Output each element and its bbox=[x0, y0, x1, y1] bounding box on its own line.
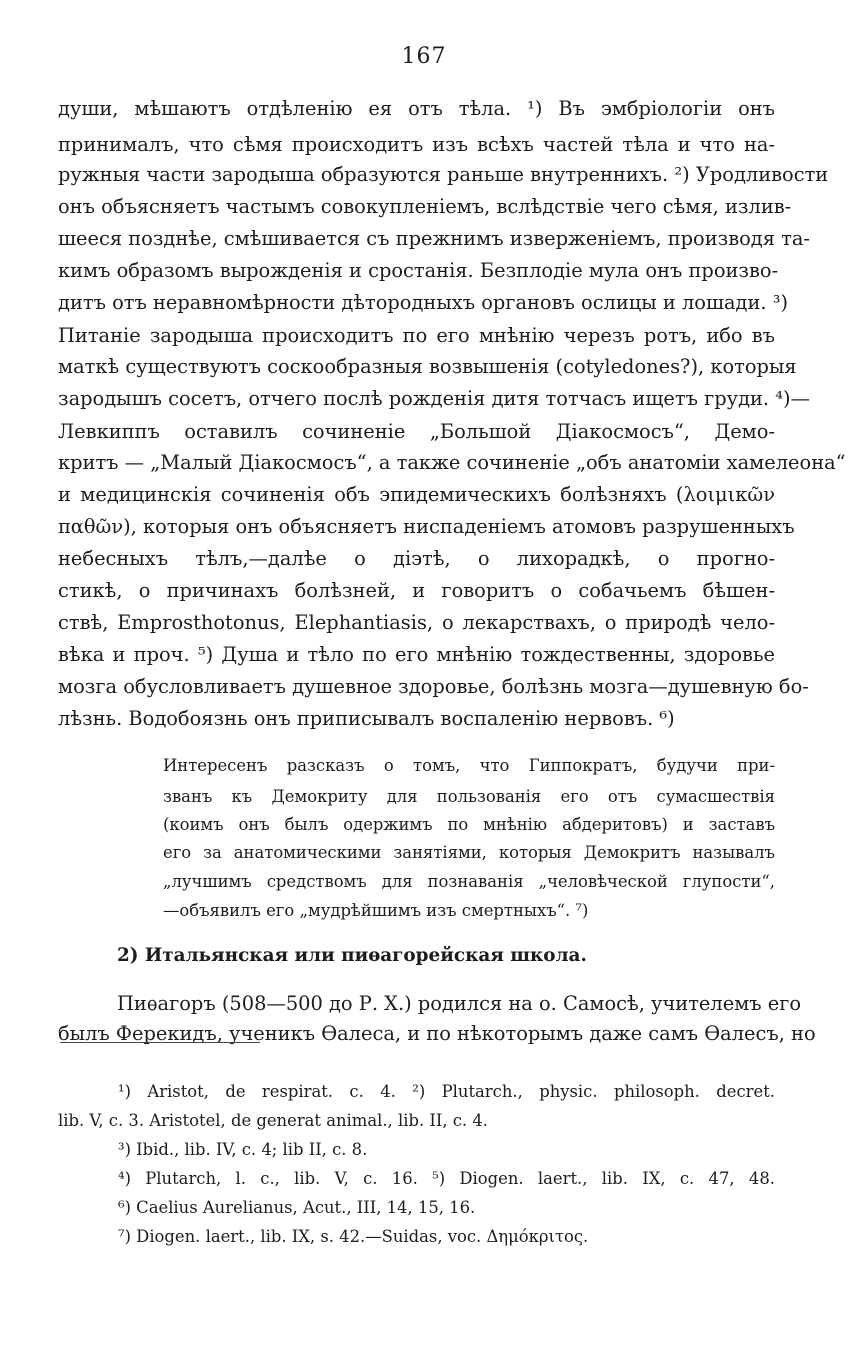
footnote-line: ⁶) Caelius Aurelianus, Acut., III, 14, 15, 16. bbox=[118, 1198, 476, 1217]
footnote-line: ¹) Aristot, de respirat. c. 4. ²) Plutarch., physic. philosoph. decret. bbox=[118, 1082, 775, 1101]
body-line: вѣка и проч. ⁵) Душа и тѣло по его мнѣнію тождественны, здоровье bbox=[58, 643, 775, 666]
body-line: παθῶν), которыя онъ объясняетъ ниспаденіемъ атомовъ разрушенныхъ bbox=[58, 515, 795, 538]
body-line: былъ Ферекидъ, ученикъ Ѳалеса, и по нѣкоторымъ даже самъ Ѳалесъ, но bbox=[58, 1022, 816, 1045]
section-heading: 2) Итальянская или пиѳагорейская школа. bbox=[117, 945, 587, 966]
body-line: зародышъ сосетъ, отчего послѣ рожденія дитя тотчасъ ищетъ груди. ⁴)— bbox=[58, 387, 810, 410]
body-line: кимъ образомъ вырожденія и сростанія. Безплодіе мула онъ произво- bbox=[58, 259, 779, 282]
body-line: ствѣ, Emprosthotonus, Elephantiasis, о лекарствахъ, о природѣ чело- bbox=[58, 611, 775, 634]
body-line: мозга обусловливаетъ душевное здоровье, болѣзнь мозга—душевную бо- bbox=[58, 675, 809, 698]
body-line: души, мѣшаютъ отдѣленію ея отъ тѣла. ¹) Въ эмбріологіи онъ bbox=[58, 97, 775, 120]
footnote-rule bbox=[60, 1042, 260, 1043]
note-line: „лучшимъ средствомъ для познаванія „человѣческой глупости“, bbox=[163, 872, 775, 891]
page-number: 167 bbox=[401, 44, 447, 69]
note-line: его за анатомическими занятіями, которыя Демокритъ называлъ bbox=[163, 843, 775, 862]
note-line: —объявилъ его „мудрѣйшимъ изъ смертныхъ“. ⁷) bbox=[163, 901, 589, 920]
body-line: ружныя части зародыша образуются раньше внутреннихъ. ²) Уродливости bbox=[58, 163, 829, 186]
footnote-line: ³) Ibid., lib. IV, c. 4; lib II, c. 8. bbox=[118, 1140, 368, 1159]
footnote-line: ⁴) Plutarch, l. c., lib. V, c. 16. ⁵) Diogen. laert., lib. IX, c. 47, 48. bbox=[118, 1169, 775, 1188]
body-line: принималъ, что сѣмя происходитъ изъ всѣхъ частей тѣла и что на- bbox=[58, 133, 775, 156]
note-line: званъ къ Демокриту для пользованія его отъ сумасшествія bbox=[163, 787, 775, 806]
body-line: онъ объясняетъ частымъ совокупленіемъ, вслѣдствіе чего сѣмя, излив- bbox=[58, 195, 792, 218]
body-line: критъ — „Малый Діакосмосъ“, а также сочиненіе „объ анатоміи хамелеона“ bbox=[58, 451, 846, 474]
body-line: Питаніе зародыша происходитъ по его мнѣнію черезъ ротъ, ибо въ bbox=[58, 324, 775, 347]
body-line: лѣзнь. Водобоязнь онъ приписывалъ воспаленію нервовъ. ⁶) bbox=[58, 707, 675, 730]
footnote-line: lib. V, c. 3. Aristotel, de generat animal., lib. II, c. 4. bbox=[58, 1111, 488, 1130]
body-line: Левкиппъ оставилъ сочиненіе „Большой Діакосмосъ“, Демо- bbox=[58, 420, 775, 443]
note-line: (коимъ онъ былъ одержимъ по мнѣнію абдеритовъ) и заставъ bbox=[163, 815, 775, 834]
body-line: Пиѳагоръ (508—500 до Р. Х.) родился на о. Самосѣ, учителемъ его bbox=[117, 992, 802, 1015]
body-line: шееся позднѣе, смѣшивается съ прежнимъ изверженіемъ, производя та- bbox=[58, 227, 810, 250]
body-line: небесныхъ тѣлъ,—далѣе о діэтѣ, о лихорадкѣ, о прогно- bbox=[58, 547, 775, 570]
note-line: Интересенъ разсказъ о томъ, что Гиппократъ, будучи при- bbox=[163, 756, 775, 775]
footnote-line: ⁷) Diogen. laert., lib. IX, s. 42.—Suidas, voc. Δημόκριτος. bbox=[118, 1227, 589, 1246]
body-line: и медицинскія сочиненія объ эпидемическихъ болѣзняхъ (λοιμικῶν bbox=[58, 483, 775, 506]
body-line: стикѣ, о причинахъ болѣзней, и говоритъ о собачьемъ бѣшен- bbox=[58, 579, 775, 602]
body-line: дитъ отъ неравномѣрности дѣтородныхъ органовъ ослицы и лошади. ³) bbox=[58, 291, 789, 314]
body-line: маткѣ существуютъ соскообразныя возвышенія (cotyledones?), которыя bbox=[58, 355, 797, 378]
